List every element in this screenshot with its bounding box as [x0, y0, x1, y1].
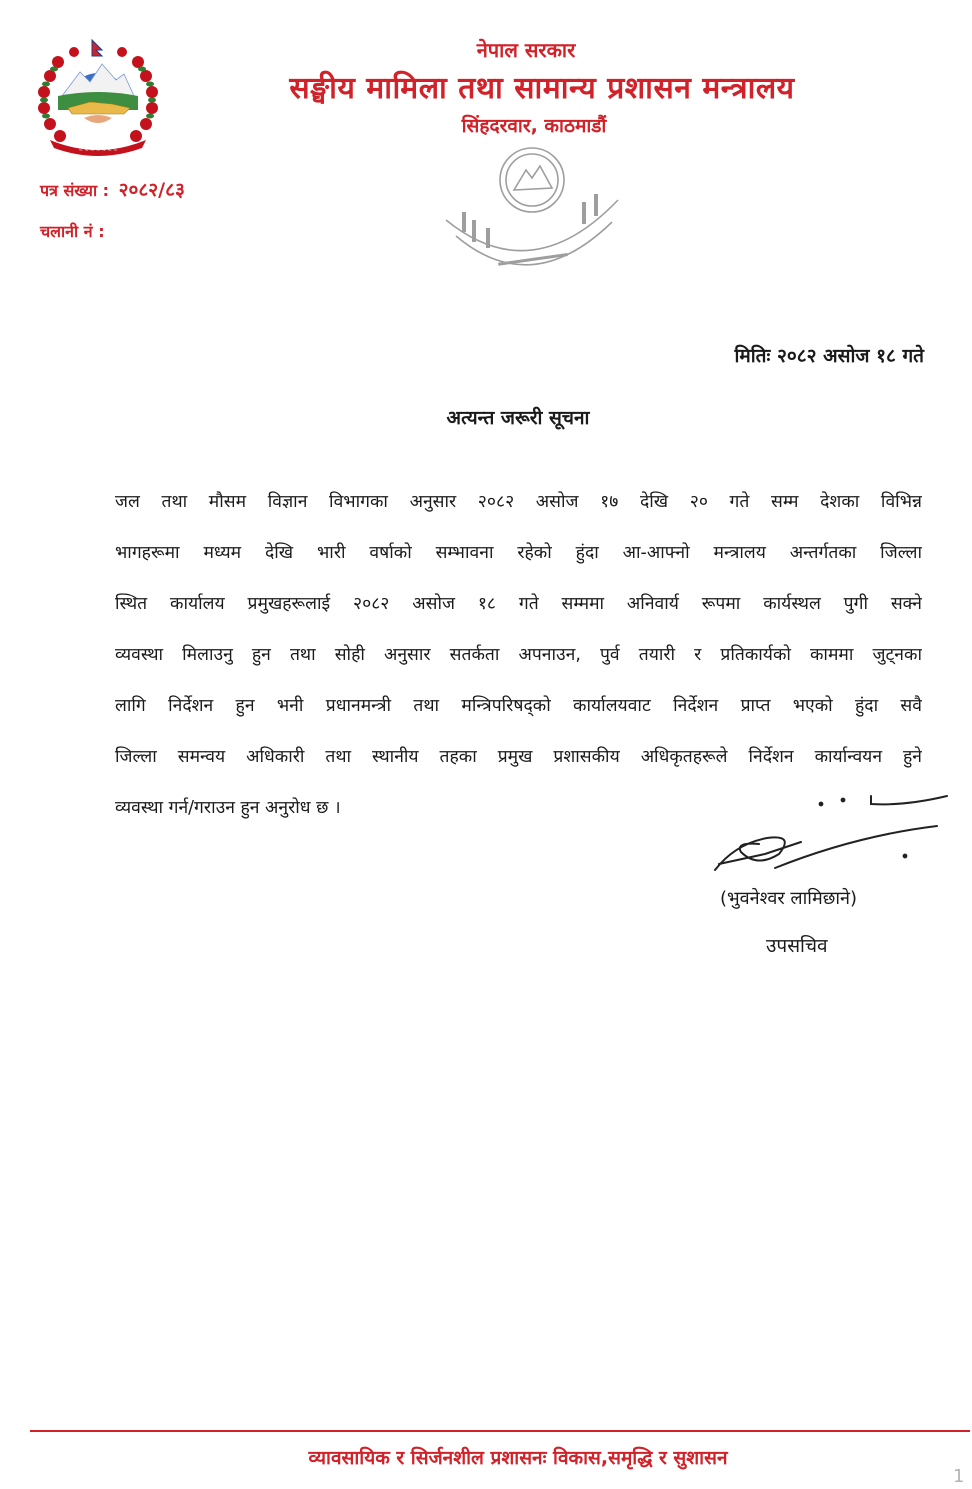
ministry-name: सङ्घीय मामिला तथा सामान्य प्रशासन मन्त्रालय [289, 71, 795, 106]
dispatch-number [40, 220, 105, 242]
ministry-location: सिंहदरवार, काठमाडौं [461, 115, 607, 137]
label-colon: : [98, 222, 105, 241]
dispatch-number-label: चलानी नं [40, 222, 93, 241]
body-line: व्यवस्था गर्न/गराउन हुन अनुरोध छ । [115, 798, 341, 818]
body-line: जिल्ला समन्वय अधिकारी तथा स्थानीय तहका प्रमुख प्रशासकीय अधिकृतहरूले निर्देशन कार्यान्वयन हुने [115, 747, 922, 767]
footer-slogan: व्यावसायिक र सिर्जनशील प्रशासनः विकास,समृद्धि र सुशासन [308, 1447, 728, 1469]
page-number: 1 [953, 1466, 965, 1487]
notice-title: अत्यन्त जरूरी सूचना [446, 407, 590, 429]
government-name: नेपाल सरकार [476, 38, 576, 62]
body-line: जल तथा मौसम विज्ञान विभागका अनुसार २०८२ असोज १७ देखि २० गते सम्म देशका विभिन्न [115, 492, 922, 512]
body-line: स्थित कार्यालय प्रमुखहरूलाई २०८२ असोज १८ गते सम्ममा अनिवार्य रूपमा कार्यस्थल पुगी सक्ने [115, 594, 922, 614]
body-line: लागि निर्देशन हुन भनी प्रधानमन्त्री तथा मन्त्रिपरिषद्को कार्यालयवाट निर्देशन प्राप्त भएको हुंदा सवै [115, 696, 922, 716]
letter-number [40, 176, 185, 202]
body-line: भागहरूमा मध्यम देखि भारी वर्षाको सम्भावना रहेको हुंदा आ-आफ्नो मन्त्रालय अन्तर्गतका जिल्ला [115, 543, 922, 563]
signatory-name: (भुवनेश्वर लामिछाने) [720, 888, 857, 909]
svg-text:~ ~ ~ ~ ~ ~ ~: ~ ~ ~ ~ ~ ~ ~ [78, 148, 118, 154]
handwritten-signature [705, 782, 955, 892]
letter-number-value: २०८२/८३ [118, 179, 185, 201]
ministry-stamp-icon [432, 140, 632, 290]
body-line: व्यवस्था मिलाउनु हुन तथा सोही अनुसार सतर्कता अपनाउन, पुर्व तयारी र प्रतिकार्यको काममा जुट्नका [115, 645, 922, 665]
signatory-designation: उपसचिव [766, 935, 828, 957]
document-date: मितिः २०८२ असोज १८ गते [734, 345, 924, 367]
footer-divider [30, 1430, 970, 1432]
label-colon: : [102, 181, 110, 200]
letter-number-label: पत्र संख्या [40, 181, 98, 200]
